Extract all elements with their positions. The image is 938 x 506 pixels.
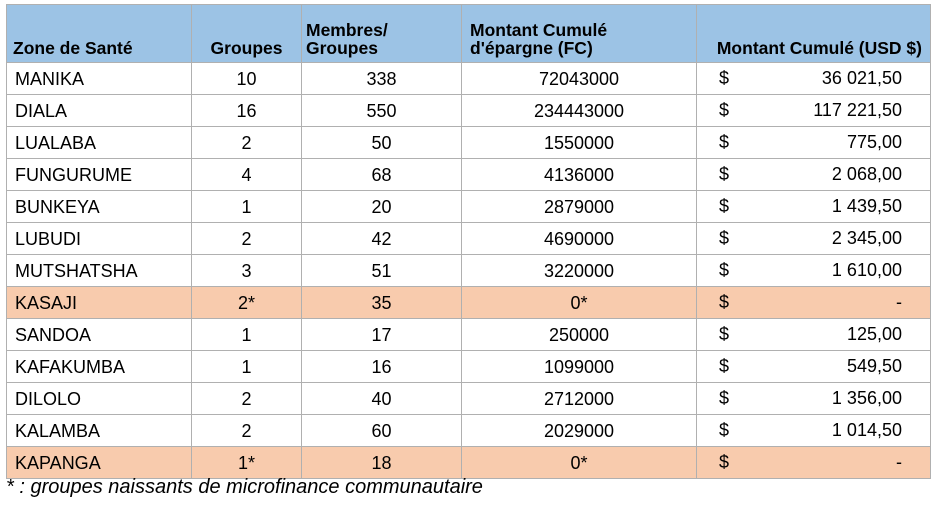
header-montant-fc [462,5,697,63]
cell-montant-usd [697,287,931,319]
table-row [7,287,931,319]
currency-symbol: $ [719,260,730,280]
table-row [7,351,931,383]
cell-membres: 17 [302,319,462,351]
table-row [7,63,931,95]
table-row [7,383,931,415]
footnote: * : groupes naissants de microfinance communautaire [6,476,483,498]
header-groupes: Groupes [192,5,302,63]
currency-symbol: $ [719,228,730,248]
cell-montant-fc: 2029000 [462,415,697,447]
cell-montant-fc: 0* [462,447,697,479]
cell-zone: MANIKA [7,63,192,95]
cell-zone: DILOLO [7,383,192,415]
cell-groupes: 2* [192,287,302,319]
cell-membres: 20 [302,191,462,223]
currency-symbol: $ [719,452,730,472]
currency-symbol: $ [719,324,730,344]
cell-montant-usd [697,63,931,95]
cell-zone: KAPANGA [7,447,192,479]
table-row [7,159,931,191]
cell-membres: 16 [302,351,462,383]
cell-montant-usd [697,159,931,191]
usd-amount: 2 068,00 [831,164,902,184]
cell-membres: 42 [302,223,462,255]
usd-amount: 2 345,00 [831,228,902,248]
cell-membres: 51 [302,255,462,287]
cell-montant-fc: 1550000 [462,127,697,159]
table-row [7,255,931,287]
table-row [7,319,931,351]
cell-montant-fc: 250000 [462,319,697,351]
table-body [7,63,931,479]
usd-amount: 125,00 [846,324,902,344]
cell-montant-usd [697,383,931,415]
header-montant-usd: Montant Cumulé (USD $) [697,5,931,63]
cell-montant-usd [697,351,931,383]
cell-groupes: 10 [192,63,302,95]
table-row [7,127,931,159]
cell-membres: 18 [302,447,462,479]
cell-montant-usd [697,319,931,351]
cell-zone: KAFAKUMBA [7,351,192,383]
cell-zone: FUNGURUME [7,159,192,191]
cell-groupes: 1 [192,191,302,223]
cell-groupes: 2 [192,127,302,159]
header-zone: Zone de Santé [7,5,192,63]
cell-montant-fc: 0* [462,287,697,319]
cell-montant-usd [697,415,931,447]
cell-montant-usd [697,95,931,127]
currency-symbol: $ [719,196,730,216]
cell-groupes: 3 [192,255,302,287]
cell-groupes: 1* [192,447,302,479]
cell-montant-usd [697,447,931,479]
table-row [7,415,931,447]
cell-membres: 60 [302,415,462,447]
cell-zone: SANDOA [7,319,192,351]
cell-groupes: 1 [192,351,302,383]
cell-groupes: 2 [192,415,302,447]
cell-membres: 338 [302,63,462,95]
usd-amount: 775,00 [846,132,902,152]
cell-groupes: 4 [192,159,302,191]
usd-amount: 1 439,50 [831,196,902,216]
cell-montant-fc: 4690000 [462,223,697,255]
currency-symbol: $ [719,420,730,440]
currency-symbol: $ [719,132,730,152]
cell-montant-usd [697,191,931,223]
cell-zone: LUALABA [7,127,192,159]
header-fc-line1: Montant Cumulé [470,20,608,40]
currency-symbol: $ [719,292,730,312]
cell-groupes: 2 [192,383,302,415]
cell-montant-fc: 3220000 [462,255,697,287]
currency-symbol: $ [719,388,730,408]
usd-amount: 549,50 [846,356,902,376]
savings-table [6,4,931,479]
usd-amount: 1 610,00 [831,260,902,280]
cell-membres: 35 [302,287,462,319]
cell-zone: DIALA [7,95,192,127]
cell-montant-usd [697,127,931,159]
usd-amount: 117 221,50 [813,100,902,120]
usd-amount: 1 014,50 [831,420,902,440]
cell-zone: LUBUDI [7,223,192,255]
cell-montant-usd [697,223,931,255]
cell-membres: 550 [302,95,462,127]
cell-membres: 68 [302,159,462,191]
header-fc-line2: d'épargne (FC) [470,38,593,58]
cell-groupes: 1 [192,319,302,351]
currency-symbol: $ [719,356,730,376]
header-membres-line2: Groupes [306,38,378,58]
table-row [7,191,931,223]
cell-groupes: 16 [192,95,302,127]
cell-montant-fc: 234443000 [462,95,697,127]
table-row [7,95,931,127]
table-row [7,447,931,479]
cell-zone: KALAMBA [7,415,192,447]
cell-zone: BUNKEYA [7,191,192,223]
currency-symbol: $ [719,68,730,88]
cell-montant-fc: 1099000 [462,351,697,383]
cell-montant-fc: 2879000 [462,191,697,223]
cell-zone: MUTSHATSHA [7,255,192,287]
cell-membres: 50 [302,127,462,159]
usd-amount: - [896,292,902,312]
usd-amount: - [896,452,902,472]
cell-montant-fc: 2712000 [462,383,697,415]
cell-montant-usd [697,255,931,287]
usd-amount: 1 356,00 [831,388,902,408]
cell-montant-fc: 4136000 [462,159,697,191]
usd-amount: 36 021,50 [821,68,902,88]
header-row [7,5,931,63]
cell-zone: KASAJI [7,287,192,319]
header-membres-line1: Membres/ [306,20,388,40]
table-row [7,223,931,255]
header-membres [302,5,462,63]
cell-groupes: 2 [192,223,302,255]
cell-montant-fc: 72043000 [462,63,697,95]
cell-membres: 40 [302,383,462,415]
currency-symbol: $ [719,164,730,184]
currency-symbol: $ [719,100,730,120]
